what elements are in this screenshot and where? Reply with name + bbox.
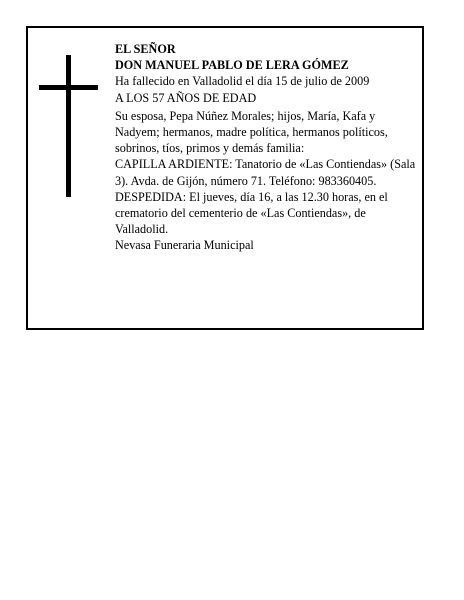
honorific: EL SEÑOR: [115, 42, 176, 56]
cross-horizontal-bar: [39, 85, 98, 90]
age-line: A LOS 57 AÑOS DE EDAD: [115, 90, 257, 105]
obituary-notice: [26, 26, 424, 330]
cross-vertical-bar: [66, 55, 71, 197]
obituary-text: [115, 41, 421, 254]
deceased-name: DON MANUEL PABLO DE LERA GÓMEZ: [115, 58, 349, 73]
family-paragraph: Su esposa, Pepa Núñez Morales; hijos, María, Kafa y Nadyem; hermanos, madre política, hermanos políticos, sobrinos, tíos, primos y demás familia:: [115, 108, 388, 156]
death-notice: Ha fallecido en Valladolid el día 15 de julio de 2009: [115, 74, 370, 89]
chapel-paragraph: CAPILLA ARDIENTE: Tanatorio de «Las Contiendas» (Sala 3). Avda. de Gijón, número 71. Teléfono: 983360405.: [115, 157, 416, 188]
funeral-home: Nevasa Funeraria Municipal: [115, 238, 254, 253]
farewell-paragraph: DESPEDIDA: El jueves, día 16, a las 12.30 horas, en el crematorio del cementerio de «Las Contiendas», de Valladolid.: [115, 189, 388, 237]
